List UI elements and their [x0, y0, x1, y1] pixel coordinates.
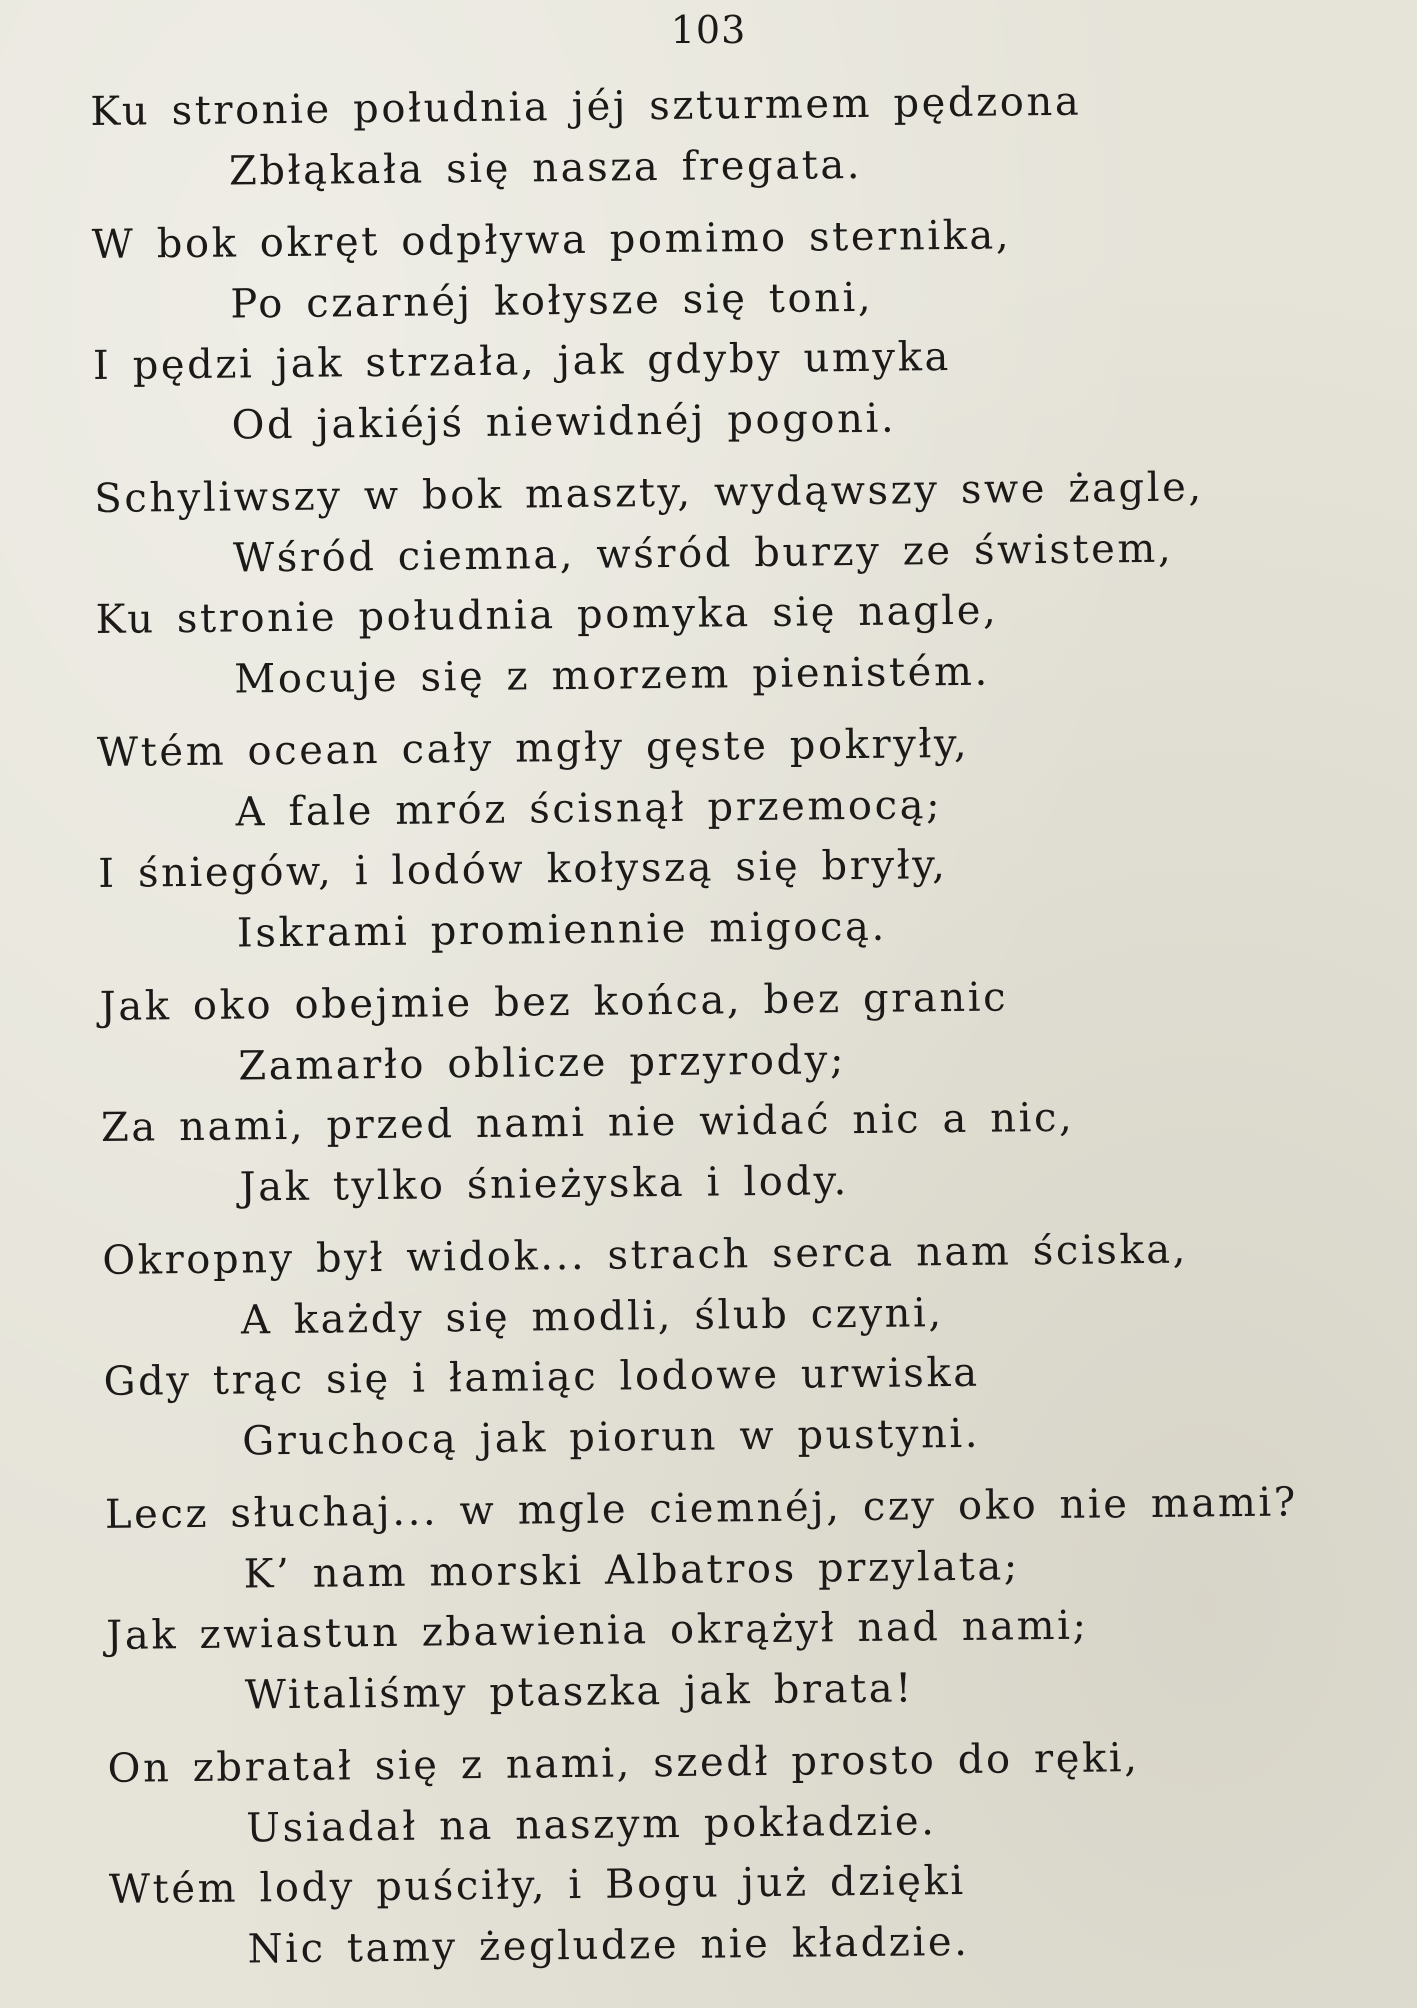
poem-line: Wtém ocean cały mgły gęste pokryły, — [96, 720, 970, 776]
stanza — [105, 1472, 1337, 1727]
stanza — [90, 69, 1321, 203]
poem-line: Lecz słuchaj... w mgle ciemnéj, czy oko nie mami? — [104, 1479, 1299, 1538]
poem-line: I śniegów, i lodów kołyszą się bryły, — [98, 842, 948, 897]
stanza — [94, 456, 1326, 711]
poem-line: Ku stronie południa pomyka się nagle, — [95, 587, 999, 643]
stanza — [91, 202, 1323, 457]
poem-line: Jak zwiastun zbawienia okrążył nad nami; — [106, 1602, 1089, 1659]
poem-line: Gruchocą jak piorun w pustyni. — [241, 1410, 981, 1464]
stanza — [99, 964, 1331, 1219]
poem-line: W bok okręt odpływa pomimo sternika, — [91, 212, 1012, 268]
poem-line: Za nami, przed nami nie widać nic a nic, — [100, 1094, 1075, 1151]
stanza — [102, 1218, 1334, 1473]
poem-line: Wśród ciemna, wśród burzy ze świstem, — [232, 525, 1174, 582]
poem-line: Usiadał na naszym pokładzie. — [246, 1797, 937, 1851]
poem-line: Od jakiéjś niewidnéj pogoni. — [231, 395, 897, 449]
poem-line: Jak tylko śnieżyska i lody. — [239, 1157, 850, 1210]
poem-line: A fale mróz ścisnął przemocą; — [235, 781, 943, 836]
stanza — [97, 710, 1329, 965]
poem-line: Nic tamy żegludze nie kładzie. — [247, 1918, 970, 1972]
stanza — [107, 1726, 1339, 1981]
poem-line: Zbłąkała się nasza fregata. — [228, 141, 863, 195]
poem-line: Wtém lody puściły, i Bogu już dzięki — [108, 1857, 967, 1913]
poem-line: Iskrami promiennie migocą. — [236, 903, 887, 957]
poem-line: Schyliwszy w bok maszty, wydąwszy swe żagle, — [94, 464, 1204, 522]
poem-line: Ku stronie południa jéj szturmem pędzona — [90, 78, 1082, 135]
page-number: 103 — [670, 8, 747, 52]
poem-line: On zbratał się z nami, szedł prosto do ręki, — [107, 1735, 1140, 1792]
poem-line: Jak oko obejmie bez końca, bez granic — [99, 974, 1009, 1030]
poem-line: Witaliśmy ptaszka jak brata! — [244, 1664, 915, 1718]
poem-line: Gdy trąc się i łamiąc lodowe urwiska — [103, 1349, 980, 1405]
poem-body — [90, 69, 1340, 1993]
poem-line: Zamarło oblicze przyrody; — [238, 1036, 847, 1089]
poem-line: Mocuje się z morzem pienistém. — [234, 648, 991, 703]
poem-line: K’ nam morski Albatros przylata; — [243, 1542, 1021, 1597]
poem-line: Okropny był widok... strach serca nam ściska, — [102, 1226, 1189, 1284]
poem-line: Po czarnéj kołysze się toni, — [230, 274, 874, 328]
poem-line: A każdy się modli, ślub czyni, — [240, 1289, 944, 1343]
poem-line: I pędzi jak strzała, jak gdyby umyka — [92, 334, 952, 389]
